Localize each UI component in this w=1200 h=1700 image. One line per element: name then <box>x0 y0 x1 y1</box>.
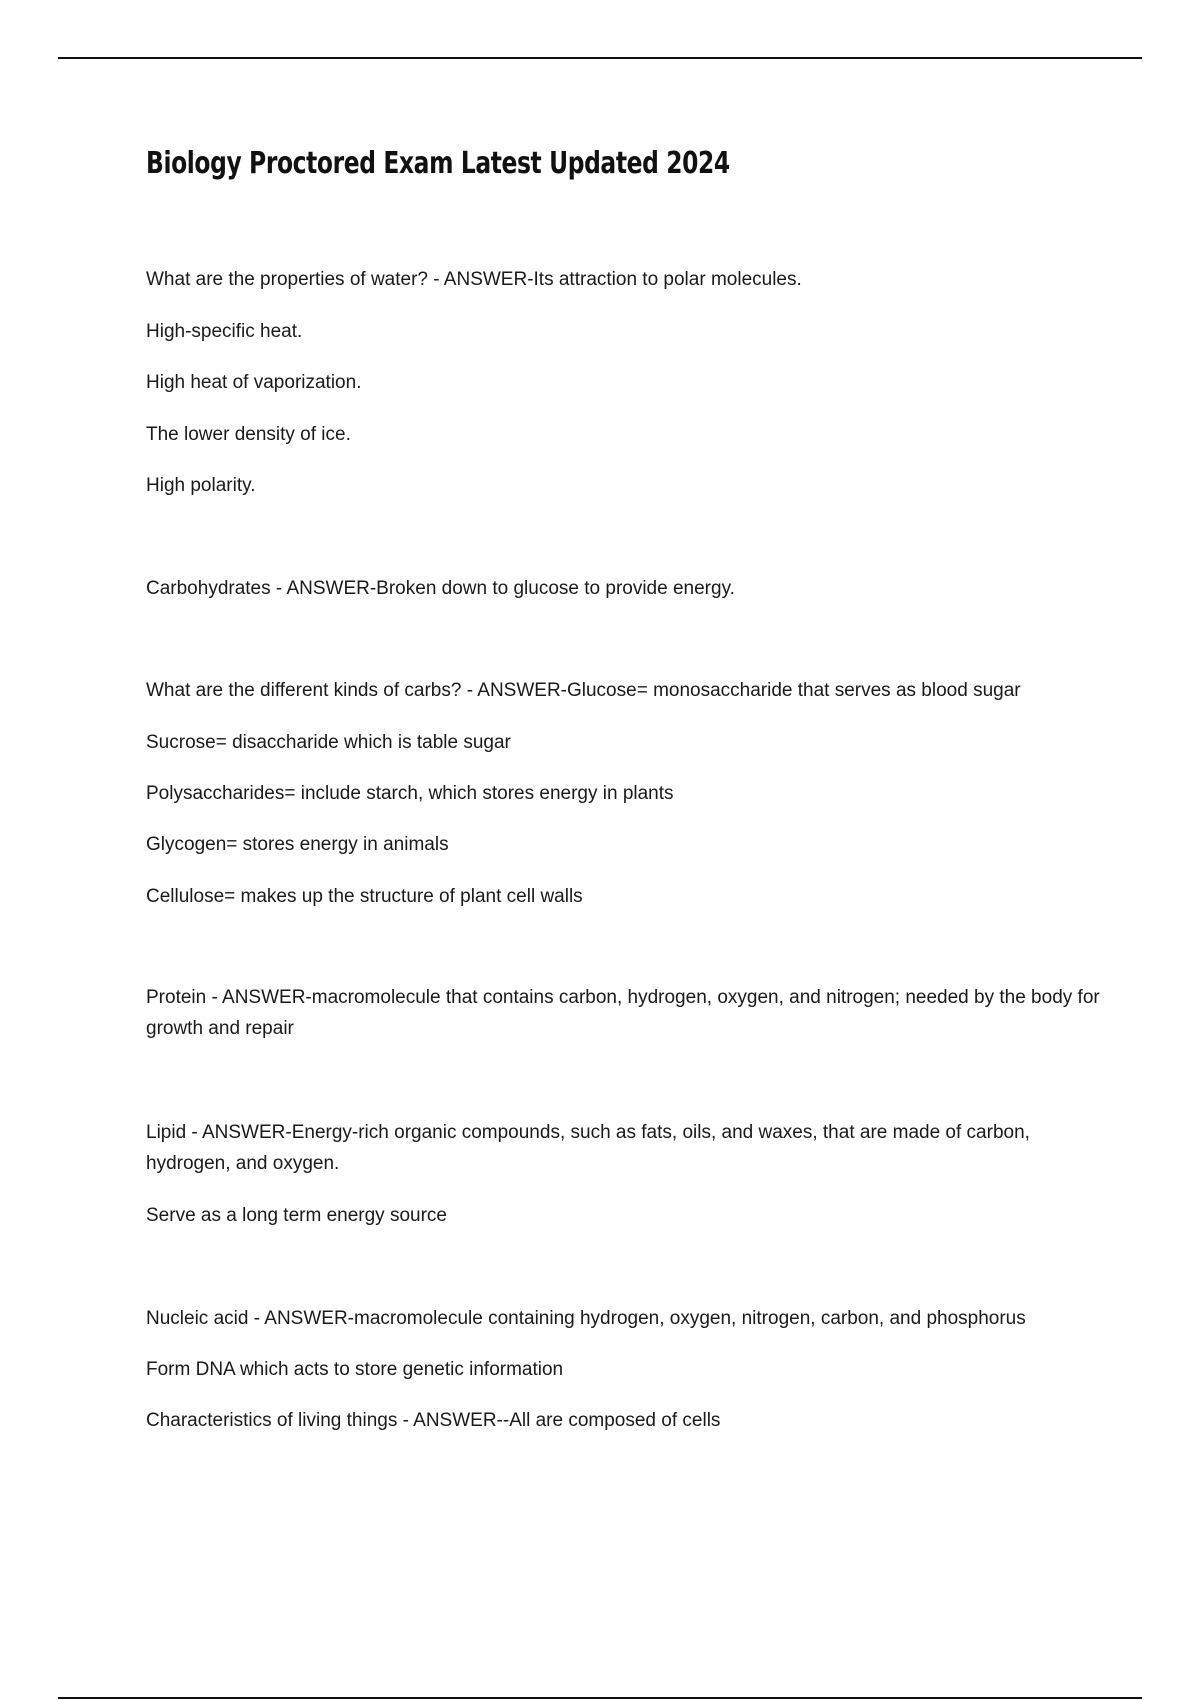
question-living-things: Characteristics of living things - ANSWER--All are composed of cells <box>146 1410 721 1431</box>
question-protein: Protein - ANSWER-macromolecule that contains carbon, hydrogen, oxygen, and nitrogen; needed by the body for growth and repair <box>146 987 1100 1039</box>
answer-line-density-of-ice: The lower density of ice. <box>146 424 351 445</box>
question-water-properties: What are the properties of water? - ANSWER-Its attraction to polar molecules. <box>146 269 802 290</box>
answer-line-long-term-energy: Serve as a long term energy source <box>146 1205 447 1226</box>
answer-line-glycogen: Glycogen= stores energy in animals <box>146 834 449 855</box>
answer-line-heat-of-vaporization: High heat of vaporization. <box>146 372 362 393</box>
answer-line-dna: Form DNA which acts to store genetic information <box>146 1359 564 1380</box>
page-title: Biology Proctored Exam Latest Updated 2024 <box>146 146 730 181</box>
answer-line-polarity: High polarity. <box>146 475 256 496</box>
answer-line-polysaccharides: Polysaccharides= include starch, which stores energy in plants <box>146 783 674 804</box>
question-kinds-of-carbs: What are the different kinds of carbs? - ANSWER-Glucose= monosaccharide that serves as blood sugar <box>146 680 1021 701</box>
answer-line-sucrose: Sucrose= disaccharide which is table sugar <box>146 732 511 753</box>
bottom-rule <box>58 1697 1142 1699</box>
answer-line-specific-heat: High-specific heat. <box>146 321 303 342</box>
question-nucleic-acid: Nucleic acid - ANSWER-macromolecule containing hydrogen, oxygen, nitrogen, carbon, and phosphorus <box>146 1308 1026 1329</box>
question-carbohydrates: Carbohydrates - ANSWER-Broken down to glucose to provide energy. <box>146 578 735 599</box>
question-lipid: Lipid - ANSWER-Energy-rich organic compounds, such as fats, oils, and waxes, that are made of carbon, hydrogen, and oxygen. <box>146 1122 1030 1174</box>
answer-line-cellulose: Cellulose= makes up the structure of plant cell walls <box>146 886 583 907</box>
top-rule <box>58 57 1142 59</box>
